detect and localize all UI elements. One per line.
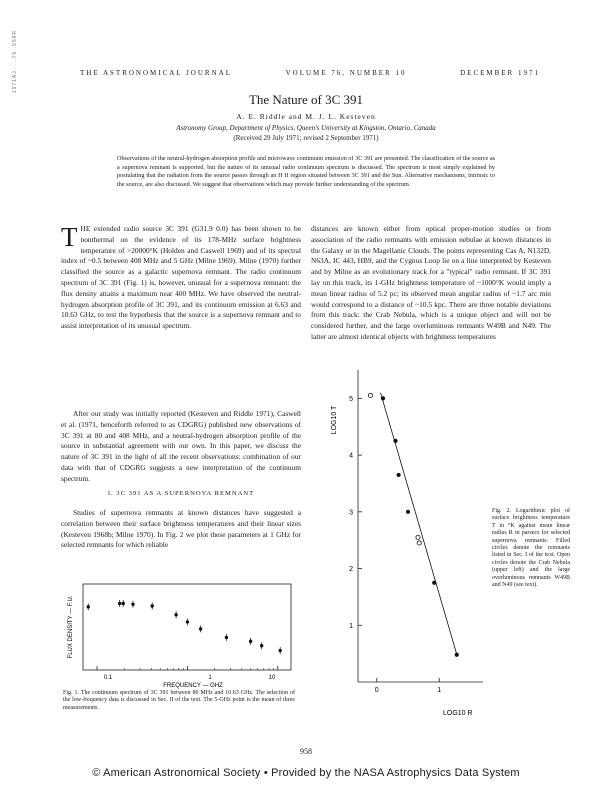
figure-2-caption: Fig. 2. Logarithmic plot of surface brightness temperature T in °K against mean linear radius R in parsecs for selected supernova remnants. Filled circles denote the remnants listed in Sec. I of the text. Open circles denote the Crab Nebula (upper left) and the large overluminous remnants W49B and N49 (see text).	[492, 508, 570, 589]
fig2-ytick-label-3: 4	[349, 452, 353, 460]
figure-2-log-plot	[331, 360, 490, 730]
fig2-ytick-label-0: 1	[349, 622, 353, 630]
fig1-data-point-8	[225, 636, 228, 639]
fig1-xtick-2: 10	[268, 675, 276, 681]
affiliation: Astronomy Group, Department of Physics, Queen's University at Kingston, Ontario, Canada	[176, 124, 436, 132]
fig1-xtick-0: 0.1	[103, 675, 113, 681]
fig1-data-point-10	[260, 644, 263, 647]
page-title: The Nature of 3C 391	[248, 92, 364, 107]
left-column-bottom	[61, 508, 301, 551]
received-dates: (Received 29 July 1971; revised 2 September 1971)	[233, 134, 379, 142]
fig1-xtick-1: 1	[208, 675, 212, 681]
fig1-data-point-0	[87, 605, 90, 608]
left-column-middle	[61, 409, 301, 485]
fig2-ytick-label-2: 3	[349, 509, 353, 517]
footer-credit: © American Astronomical Society • Provided by the NASA Astrophysics Data System	[92, 767, 520, 779]
paragraph-study: After our study was initially reported (Kesteven and Riddle 1971), Caswell et al. (1971, henceforth referred to as CDGRG) published new observations of 3C 391 at 80 and 408 MHz, and a neutral-hydrogen absorption profile of the source in substantial agreement with our own. In this paper, we discuss the nature of 3C 391 in the light of all the recent observations: combination of our data with that of CDGRG suggests a new interpretation of the continuum spectrum.	[61, 409, 301, 483]
fig2-open-point-1	[416, 535, 420, 539]
fig1-data-point-3	[131, 603, 134, 606]
fig2-filled-point-2	[397, 473, 401, 477]
fig1-marks	[87, 600, 282, 670]
authors: A. E. Riddle and M. J. L. Kesteven	[236, 112, 376, 121]
fig1-xlabel: FREQUENCY — GHZ	[163, 683, 223, 689]
margin-bibcode: 1971AJ.....76..958R	[12, 30, 18, 94]
abstract: Observations of the neutral-hydrogen absorption profile and microwave continuum emission of 3C 391 are presented. The classification of the source as a supernova remnant is supported, but the nature of its unusual radio continuum spectrum is discussed. The spectrum is most simply explained by postulating that the radiation from the source passes through an H II region situated between 3C 391 and the Sun. Alternative mechanisms, intrinsic to the source, are also discussed. We suggest that observations which may provide further understanding of the spectrum.	[117, 155, 495, 188]
journal-name: THE ASTRONOMICAL JOURNAL	[80, 69, 232, 77]
paragraph-intro-text: HE extended radio source 3C 391 (G31.9 0.0) has been shown to be nonthermal on the evidence of its 178-MHz surface brightness temperature of >20000°K (Holden and Caswell 1969) and of its spectral index of ~0.5 between 408 MHz and 5 GHz (Milne 1969). Milne (1970) further classified the source as a galactic supernova remnant. The radio continuum spectrum of 3C 391 (Fig. 1) is, however, unusual for a supernova remnant: the flux density attains a maximum near 400 MHz. We have observed the neutral-hydrogen absorption profile of 3C 391, and its continuum emission at 6.63 and 10.63 GHz, to test the hypothesis that the source is a supernova remnant and to assist interpretation of its unusual spectrum.	[61, 224, 301, 331]
fig2-filled-point-5	[455, 653, 459, 657]
fig1-data-point-1	[118, 602, 121, 605]
fig2-filled-point-1	[393, 439, 397, 443]
fig2-filled-point-3	[406, 510, 410, 514]
paragraph-distances: distances are known either from optical proper-motion studies or from association of the radio remnants with emission nebulae at known distances in the Galaxy or in the Magellanic Clouds. The points representing Cas A, N132D, N63A, IC 443, HB9, and the Cygnus Loop lie on a line interpreted by Kesteven and by Milne as an evolutionary track for a "typical" radio remnant. If 3C 391 lay on this track, its 1-GHz brightness temperature of ~1000°K would imply a mean linear radius of 5.2 pc; its observed mean angular radius of ~1.7 arc min would correspond to a distance of ~10.5 kpc. There are three notable deviations from this track: the Crab Nebula, which is a unique object and will not be considered further, and the large overluminous remnants W49B and N49. The latter are almost identical objects with brightness temperatures	[311, 224, 551, 341]
volume-number: VOLUME 76, NUMBER 10	[285, 69, 407, 77]
fig2-ylabel: LOG10 T	[331, 405, 338, 435]
fig1-data-point-11	[278, 649, 281, 652]
fig1-data-point-5	[174, 613, 177, 616]
left-column-top	[61, 224, 301, 332]
fig1-data-point-7	[199, 627, 202, 630]
fig2-marks	[349, 393, 459, 694]
right-column	[311, 224, 551, 343]
fig2-filled-point-4	[432, 581, 436, 585]
fig1-data-point-2	[122, 602, 125, 605]
figure-1-spectrum-plot	[58, 578, 298, 690]
fig1-data-point-6	[186, 620, 189, 623]
fig2-ytick-label-1: 2	[349, 566, 353, 574]
fig2-xtick-label-1: 1	[437, 687, 442, 694]
section-heading: I. 3C 391 AS A SUPERNOVA REMNANT	[107, 490, 255, 497]
fig2-filled-point-0	[381, 396, 385, 400]
fig2-ytick-label-4: 5	[349, 395, 353, 403]
drop-cap: T	[61, 222, 78, 252]
paragraph-remnants: Studies of supernova remnants at known distances have suggested a correlation between their surface brightness temperatures and their linear sizes (Kesteven 1968b; Milne 1970). In Fig. 2 we plot these parameters at 1 GHz for selected remnants for which reliable	[61, 508, 301, 550]
fig2-open-point-0	[368, 393, 372, 397]
running-head	[80, 69, 540, 77]
fig2-xlabel: LOG10 R	[443, 710, 473, 717]
fig2-fit-line	[381, 393, 458, 657]
issue-date: DECEMBER 1971	[460, 69, 540, 77]
fig1-data-point-9	[249, 640, 252, 643]
fig2-open-point-2	[417, 541, 421, 545]
page-number: 958	[300, 747, 312, 756]
fig1-data-point-4	[151, 604, 154, 607]
fig2-xtick-label-0: 0	[374, 687, 379, 694]
paragraph-intro	[61, 224, 301, 332]
fig1-ylabel: FLUX DENSITY — F.U.	[68, 595, 74, 659]
fig1-frame	[83, 584, 291, 670]
figure-1-caption: Fig. 1. The continuum spectrum of 3C 391 between 80 MHz and 10.63 GHz. The selection of the low-frequency data is discussed in Sec. II of the text. The 5-GHz point is the mean of three measurements.	[63, 690, 295, 711]
